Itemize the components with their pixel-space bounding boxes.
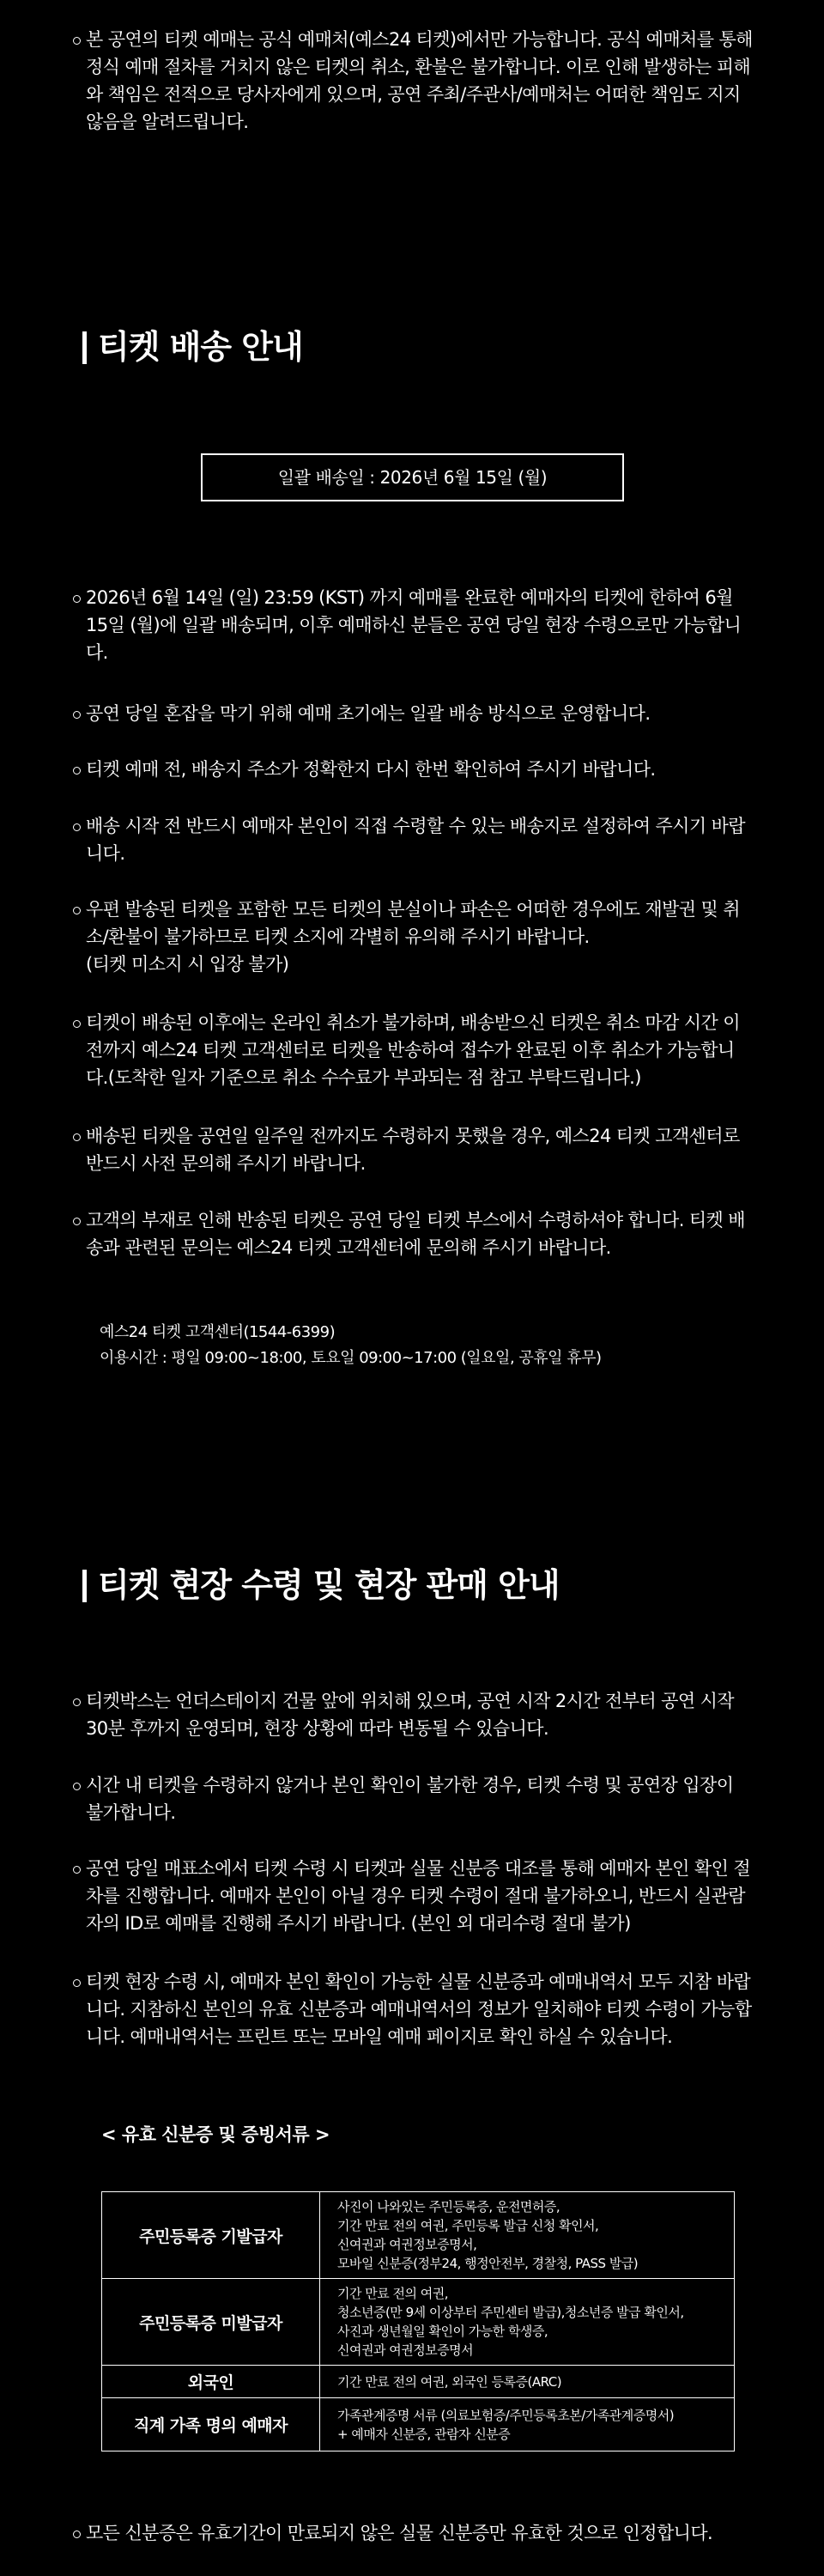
id-category: 주민등록증 기발급자 xyxy=(102,2192,320,2279)
delivery-item-8: 고객의 부재로 인해 반송된 티켓은 공연 당일 티켓 부스에서 수령하셔야 합니다. 티켓 배송과 관련된 문의는 예스24 티켓 고객센터에 문의해 주시기 바랍니다. xyxy=(86,1206,755,1261)
delivery-item-5 xyxy=(86,896,755,978)
id-doc-line: 기간 만료 전의 여권, xyxy=(337,2286,448,2301)
id-docs xyxy=(320,2366,735,2398)
delivery-item-6: 티켓이 배송된 이후에는 온라인 취소가 불가하며, 배송받으신 티켓은 취소 마감 시간 이전까지 예스24 티켓 고객센터로 티켓을 반송하여 접수가 완료된 이후 취소가 가능합니다.(도착한 일자 기준으로 취소 수수료가 부과되는 점 참고 부탁드립니다.) xyxy=(86,1009,755,1091)
delivery-item-2: 공연 당일 혼잡을 막기 위해 예매 초기에는 일괄 배송 방식으로 운영합니다. xyxy=(86,700,755,727)
id-doc-line: 기간 만료 전의 여권, 외국인 등록증(ARC) xyxy=(337,2373,562,2390)
delivery-item-1: 2026년 6월 14일 (일) 23:59 (KST) 까지 예매를 완료한 예매자의 티켓에 한하여 6월 15일 (월)에 일괄 배송되며, 이후 예매하신 분들은 공연 당일 현장 수령으로만 가능합니다. xyxy=(86,584,755,666)
delivery-item-5-note: (티켓 미소지 시 입장 불가) xyxy=(86,954,289,975)
delivery-item-7: 배송된 티켓을 공연일 일주일 전까지도 수령하지 못했을 경우, 예스24 티켓 고객센터로 반드시 사전 문의해 주시기 바랍니다. xyxy=(86,1122,755,1177)
section-title-delivery: 티켓 배송 안내 xyxy=(82,326,303,368)
id-doc-line: 사진이 나와있는 주민등록증, 운전면허증, xyxy=(337,2199,560,2215)
id-doc-line: 기간 만료 전의 여권, 주민등록 발급 신청 확인서, xyxy=(337,2218,599,2233)
id-doc-line: 사진과 생년월일 확인이 가능한 학생증, xyxy=(337,2324,548,2339)
id-doc-line: 청소년증(만 9세 이상부터 주민센터 발급),청소년증 발급 확인서, xyxy=(337,2305,684,2320)
id-doc-line: 신여권과 여권정보증명서, xyxy=(337,2237,477,2252)
onsite-final-item: 모든 신분증은 유효기간이 만료되지 않은 실물 신분증만 유효한 것으로 인정합니다. xyxy=(86,2519,755,2547)
onsite-item-1: 티켓박스는 언더스테이지 건물 앞에 위치해 있으며, 공연 시작 2시간 전부터 공연 시작 30분 후까지 운영되며, 현장 상황에 따라 변동될 수 있습니다. xyxy=(86,1687,755,1742)
delivery-date-box: 일괄 배송일 : 2026년 6월 15일 (월) xyxy=(201,453,624,501)
table-row xyxy=(102,2192,735,2279)
table-row xyxy=(102,2279,735,2366)
delivery-item-3: 티켓 예매 전, 배송지 주소가 정확한지 다시 한번 확인하여 주시기 바랍니다. xyxy=(86,756,755,783)
id-category: 직계 가족 명의 예매자 xyxy=(102,2398,320,2451)
delivery-item-5-text: 우편 발송된 티켓을 포함한 모든 티켓의 분실이나 파손은 어떠한 경우에도 재발권 및 취소/환불이 불가하므로 티켓 소지에 각별히 유의해 주시기 바랍니다. xyxy=(86,899,740,947)
id-docs xyxy=(320,2279,735,2366)
id-documents-table xyxy=(101,2191,735,2451)
customer-center-phone: 예스24 티켓 고객센터(1544-6399) xyxy=(100,1323,336,1341)
delivery-item-4: 배송 시작 전 반드시 예매자 본인이 직접 수령할 수 있는 배송지로 설정하여 주시기 바랍니다. xyxy=(86,812,755,867)
id-docs xyxy=(320,2398,735,2451)
id-doc-line: 모바일 신분증(정부24, 행정안전부, 경찰청, PASS 발급) xyxy=(337,2256,639,2271)
table-row xyxy=(102,2398,735,2451)
notice-official-ticketing: 본 공연의 티켓 예매는 공식 예매처(예스24 티켓)에서만 가능합니다. 공식 예매처를 통해 정식 예매 절차를 거치지 않은 티켓의 취소, 환불은 불가합니다. 이로 인해 발생하는 피해와 책임은 전적으로 당사자에게 있으며, 공연 주최/주관사/예매처는 어떠한 책임도 지지않음을 알려드립니다. xyxy=(86,26,755,136)
id-doc-line: 가족관계증명 서류 (의료보험증/주민등록초본/가족관계증명서) xyxy=(337,2407,675,2423)
section-title-onsite: 티켓 현장 수령 및 현장 판매 안내 xyxy=(82,1564,560,1606)
id-docs xyxy=(320,2192,735,2279)
onsite-item-3: 공연 당일 매표소에서 티켓 수령 시 티켓과 실물 신분증 대조를 통해 예매자 본인 확인 절차를 진행합니다. 예매자 본인이 아닐 경우 티켓 수령이 절대 불가하오니, 반드시 실관람자의 ID로 예매를 진행해 주시기 바랍니다. (본인 외 대리수령 절대 불가) xyxy=(86,1855,755,1937)
id-documents-heading: < 유효 신분증 및 증빙서류 > xyxy=(101,2124,330,2145)
table-row xyxy=(102,2366,735,2398)
onsite-item-4: 티켓 현장 수령 시, 예매자 본인 확인이 가능한 실물 신분증과 예매내역서 모두 지참 바랍니다. 지참하신 본인의 유효 신분증과 예매내역서의 정보가 일치해야 티켓 수령이 가능합니다. 예매내역서는 프린트 또는 모바일 예매 페이지로 확인 하실 수 있습니다. xyxy=(86,1968,755,2050)
id-category: 주민등록증 미발급자 xyxy=(102,2279,320,2366)
id-doc-line: + 예매자 신분증, 관람자 신분증 xyxy=(337,2426,511,2442)
onsite-item-2: 시간 내 티켓을 수령하지 않거나 본인 확인이 불가한 경우, 티켓 수령 및 공연장 입장이 불가합니다. xyxy=(86,1771,755,1826)
customer-center-hours: 이용시간 : 평일 09:00~18:00, 토요일 09:00~17:00 (일요일, 공휴일 휴무) xyxy=(100,1349,602,1367)
id-category: 외국인 xyxy=(102,2366,320,2398)
id-doc-line: 신여권과 여권정보증명서 xyxy=(337,2342,474,2358)
